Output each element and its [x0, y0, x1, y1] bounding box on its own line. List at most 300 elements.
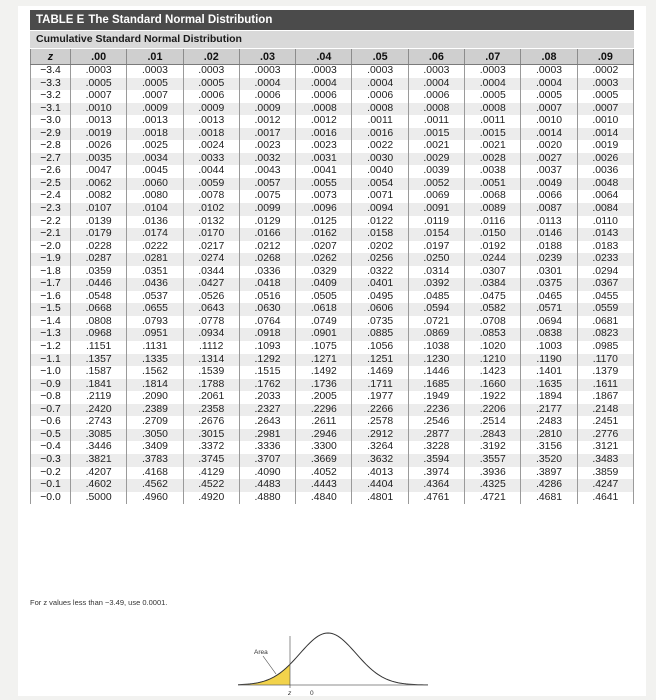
probability-cell: .0019: [71, 128, 127, 141]
probability-cell: .0026: [71, 140, 127, 153]
probability-cell: .3446: [71, 441, 127, 454]
probability-cell: .0011: [352, 115, 408, 128]
probability-cell: .3897: [521, 467, 577, 480]
probability-cell: .0035: [71, 153, 127, 166]
probability-cell: .0096: [296, 203, 352, 216]
probability-cell: .1038: [408, 341, 464, 354]
probability-cell: .0681: [577, 316, 633, 329]
probability-cell: .1003: [521, 341, 577, 354]
probability-cell: .0043: [239, 165, 295, 178]
probability-cell: .1251: [352, 354, 408, 367]
probability-cell: .0004: [408, 78, 464, 91]
probability-cell: .0014: [521, 128, 577, 141]
probability-cell: .2483: [521, 416, 577, 429]
probability-cell: .1762: [239, 379, 295, 392]
probability-cell: .0051: [465, 178, 521, 191]
probability-cell: .0004: [352, 78, 408, 91]
probability-cell: .0045: [127, 165, 183, 178]
probability-cell: .2776: [577, 429, 633, 442]
probability-cell: .0015: [408, 128, 464, 141]
probability-cell: .0202: [352, 241, 408, 254]
table-sheet: [18, 6, 646, 696]
probability-cell: .0003: [296, 65, 352, 78]
probability-cell: .0006: [183, 90, 239, 103]
probability-cell: .0170: [183, 228, 239, 241]
probability-cell: .0003: [352, 65, 408, 78]
probability-cell: .0694: [521, 316, 577, 329]
probability-cell: .2981: [239, 429, 295, 442]
probability-cell: .0059: [183, 178, 239, 191]
probability-cell: .0020: [521, 140, 577, 153]
probability-cell: .0367: [577, 278, 633, 291]
probability-cell: .0934: [183, 328, 239, 341]
probability-cell: .0029: [408, 153, 464, 166]
probability-cell: .3594: [408, 454, 464, 467]
probability-cell: .1685: [408, 379, 464, 392]
probability-cell: .4325: [465, 479, 521, 492]
normal-curve-figure: [18, 6, 646, 696]
probability-cell: .0016: [296, 128, 352, 141]
probability-cell: .2358: [183, 404, 239, 417]
probability-cell: .0006: [296, 90, 352, 103]
probability-cell: .0418: [239, 278, 295, 291]
probability-cell: .0047: [71, 165, 127, 178]
probability-cell: .0082: [71, 190, 127, 203]
probability-cell: .0139: [71, 216, 127, 229]
probability-cell: .0721: [408, 316, 464, 329]
probability-cell: .1788: [183, 379, 239, 392]
probability-cell: .0869: [408, 328, 464, 341]
probability-cell: .4681: [521, 492, 577, 505]
probability-cell: .0005: [577, 90, 633, 103]
probability-cell: .0010: [521, 115, 577, 128]
probability-cell: .0011: [408, 115, 464, 128]
probability-cell: .2643: [239, 416, 295, 429]
probability-cell: .1423: [465, 366, 521, 379]
probability-cell: .1020: [465, 341, 521, 354]
probability-cell: .0985: [577, 341, 633, 354]
probability-cell: .0188: [521, 241, 577, 254]
probability-cell: .1736: [296, 379, 352, 392]
probability-cell: .0003: [239, 65, 295, 78]
probability-cell: .0262: [296, 253, 352, 266]
z-value-cell: −2.1: [31, 228, 71, 241]
probability-cell: .1469: [352, 366, 408, 379]
probability-cell: .0039: [408, 165, 464, 178]
probability-cell: .0455: [577, 291, 633, 304]
probability-cell: .1977: [352, 391, 408, 404]
z-value-cell: −2.0: [31, 241, 71, 254]
probability-cell: .0005: [521, 90, 577, 103]
probability-cell: .0031: [296, 153, 352, 166]
probability-cell: .0104: [127, 203, 183, 216]
probability-cell: .0013: [183, 115, 239, 128]
probability-cell: .1635: [521, 379, 577, 392]
probability-cell: .0080: [127, 190, 183, 203]
probability-cell: .0582: [465, 303, 521, 316]
probability-cell: .0594: [408, 303, 464, 316]
probability-cell: .4641: [577, 492, 633, 505]
probability-cell: .3557: [465, 454, 521, 467]
probability-cell: .0322: [352, 266, 408, 279]
probability-cell: .2514: [465, 416, 521, 429]
probability-cell: .2676: [183, 416, 239, 429]
probability-cell: .1401: [521, 366, 577, 379]
probability-cell: .4286: [521, 479, 577, 492]
probability-cell: .4840: [296, 492, 352, 505]
probability-cell: .1357: [71, 354, 127, 367]
probability-cell: .1492: [296, 366, 352, 379]
probability-cell: .5000: [71, 492, 127, 505]
area-label: Area: [254, 649, 268, 656]
probability-cell: .0044: [183, 165, 239, 178]
z-value-cell: −0.2: [31, 467, 71, 480]
probability-cell: .0009: [183, 103, 239, 116]
probability-cell: .0013: [71, 115, 127, 128]
probability-cell: .0091: [408, 203, 464, 216]
column-header: .00: [71, 49, 127, 65]
probability-cell: .3483: [577, 454, 633, 467]
probability-cell: .0505: [296, 291, 352, 304]
probability-cell: .0793: [127, 316, 183, 329]
probability-cell: .0008: [408, 103, 464, 116]
probability-cell: .0040: [352, 165, 408, 178]
probability-cell: .0004: [296, 78, 352, 91]
probability-cell: .3156: [521, 441, 577, 454]
probability-cell: .0006: [408, 90, 464, 103]
probability-cell: .0749: [296, 316, 352, 329]
probability-cell: .0021: [408, 140, 464, 153]
probability-cell: .1210: [465, 354, 521, 367]
probability-cell: .0708: [465, 316, 521, 329]
probability-cell: .3264: [352, 441, 408, 454]
probability-cell: .3336: [239, 441, 295, 454]
column-header: .05: [352, 49, 408, 65]
probability-cell: .0630: [239, 303, 295, 316]
probability-cell: .3859: [577, 467, 633, 480]
probability-cell: .1562: [127, 366, 183, 379]
z-value-cell: −0.6: [31, 416, 71, 429]
probability-cell: .0446: [71, 278, 127, 291]
probability-cell: .0048: [577, 178, 633, 191]
probability-cell: .3669: [296, 454, 352, 467]
probability-cell: .0003: [465, 65, 521, 78]
probability-cell: .1190: [521, 354, 577, 367]
z-value-cell: −3.4: [31, 65, 71, 78]
probability-cell: .0179: [71, 228, 127, 241]
z-value-cell: −1.4: [31, 316, 71, 329]
probability-cell: .2266: [352, 404, 408, 417]
probability-cell: .0129: [239, 216, 295, 229]
probability-cell: .4761: [408, 492, 464, 505]
probability-cell: .0075: [239, 190, 295, 203]
z-value-cell: −0.9: [31, 379, 71, 392]
probability-cell: .0968: [71, 328, 127, 341]
probability-cell: .0028: [465, 153, 521, 166]
z-value-cell: −2.9: [31, 128, 71, 141]
probability-cell: .0901: [296, 328, 352, 341]
probability-cell: .2033: [239, 391, 295, 404]
probability-cell: .1131: [127, 341, 183, 354]
probability-cell: .3372: [183, 441, 239, 454]
probability-cell: .0023: [239, 140, 295, 153]
probability-cell: .0036: [577, 165, 633, 178]
probability-cell: .2743: [71, 416, 127, 429]
probability-cell: .0110: [577, 216, 633, 229]
probability-cell: .1587: [71, 366, 127, 379]
probability-cell: .0004: [465, 78, 521, 91]
probability-cell: .0256: [352, 253, 408, 266]
probability-cell: .0344: [183, 266, 239, 279]
probability-cell: .1093: [239, 341, 295, 354]
probability-cell: .0885: [352, 328, 408, 341]
z-column-header: z: [31, 49, 71, 65]
probability-cell: .0136: [127, 216, 183, 229]
probability-cell: .0014: [577, 128, 633, 141]
probability-cell: .0116: [465, 216, 521, 229]
probability-cell: .0314: [408, 266, 464, 279]
z-value-cell: −0.4: [31, 441, 71, 454]
column-header: .04: [296, 49, 352, 65]
probability-cell: .2206: [465, 404, 521, 417]
probability-cell: .0015: [465, 128, 521, 141]
probability-cell: .1515: [239, 366, 295, 379]
probability-cell: .1841: [71, 379, 127, 392]
probability-cell: .0073: [296, 190, 352, 203]
probability-cell: .1446: [408, 366, 464, 379]
probability-cell: .0571: [521, 303, 577, 316]
probability-cell: .0027: [521, 153, 577, 166]
probability-cell: .0089: [465, 203, 521, 216]
z-value-cell: −0.7: [31, 404, 71, 417]
footnote: For z values less than −3.49, use 0.0001.: [30, 598, 168, 607]
probability-cell: .0023: [296, 140, 352, 153]
z-value-cell: −1.2: [31, 341, 71, 354]
probability-cell: .0197: [408, 241, 464, 254]
probability-cell: .0060: [127, 178, 183, 191]
probability-cell: .0034: [127, 153, 183, 166]
probability-cell: .0618: [296, 303, 352, 316]
probability-cell: .0038: [465, 165, 521, 178]
column-header: .03: [239, 49, 295, 65]
z-value-cell: −0.5: [31, 429, 71, 442]
probability-cell: .1151: [71, 341, 127, 354]
probability-cell: .1814: [127, 379, 183, 392]
probability-cell: .3192: [465, 441, 521, 454]
zero-axis-label: 0: [310, 690, 314, 697]
probability-cell: .0495: [352, 291, 408, 304]
probability-cell: .1922: [465, 391, 521, 404]
probability-cell: .0009: [127, 103, 183, 116]
probability-cell: .0030: [352, 153, 408, 166]
probability-cell: .0062: [71, 178, 127, 191]
probability-cell: .0174: [127, 228, 183, 241]
probability-cell: .0055: [296, 178, 352, 191]
probability-cell: .0427: [183, 278, 239, 291]
probability-cell: .2177: [521, 404, 577, 417]
probability-cell: .0643: [183, 303, 239, 316]
probability-cell: .4013: [352, 467, 408, 480]
z-value-cell: −2.6: [31, 165, 71, 178]
probability-cell: .0217: [183, 241, 239, 254]
probability-cell: .0010: [577, 115, 633, 128]
probability-cell: .3085: [71, 429, 127, 442]
probability-cell: .0823: [577, 328, 633, 341]
probability-cell: .0143: [577, 228, 633, 241]
probability-cell: .0122: [352, 216, 408, 229]
area-pointer: [263, 656, 276, 674]
probability-cell: .0025: [127, 140, 183, 153]
probability-cell: .0033: [183, 153, 239, 166]
probability-cell: .0375: [521, 278, 577, 291]
column-header: .08: [521, 49, 577, 65]
probability-cell: .0516: [239, 291, 295, 304]
probability-cell: .0351: [127, 266, 183, 279]
probability-cell: .2546: [408, 416, 464, 429]
z-value-cell: −2.7: [31, 153, 71, 166]
probability-cell: .0119: [408, 216, 464, 229]
probability-cell: .4404: [352, 479, 408, 492]
probability-cell: .3300: [296, 441, 352, 454]
probability-cell: .0329: [296, 266, 352, 279]
probability-cell: .0244: [465, 253, 521, 266]
probability-cell: .0011: [465, 115, 521, 128]
probability-cell: .0307: [465, 266, 521, 279]
probability-cell: .0012: [239, 115, 295, 128]
probability-cell: .3015: [183, 429, 239, 442]
probability-cell: .1611: [577, 379, 633, 392]
z-axis-label: z: [288, 690, 292, 697]
normal-curve: [238, 633, 428, 685]
probability-cell: .2119: [71, 391, 127, 404]
table-label: TABLE E: [36, 14, 85, 26]
probability-cell: .4207: [71, 467, 127, 480]
column-header: .02: [183, 49, 239, 65]
probability-cell: .4562: [127, 479, 183, 492]
probability-cell: .4920: [183, 492, 239, 505]
probability-cell: .4483: [239, 479, 295, 492]
z-value-cell: −0.0: [31, 492, 71, 505]
probability-cell: .1894: [521, 391, 577, 404]
probability-cell: .0212: [239, 241, 295, 254]
probability-cell: .0853: [465, 328, 521, 341]
z-value-cell: −0.1: [31, 479, 71, 492]
probability-cell: .0006: [239, 90, 295, 103]
probability-cell: .1292: [239, 354, 295, 367]
probability-cell: .0559: [577, 303, 633, 316]
probability-cell: .3821: [71, 454, 127, 467]
probability-cell: .2578: [352, 416, 408, 429]
probability-cell: .4522: [183, 479, 239, 492]
probability-cell: .0026: [577, 153, 633, 166]
probability-cell: .0024: [183, 140, 239, 153]
probability-cell: .2236: [408, 404, 464, 417]
z-value-cell: −1.5: [31, 303, 71, 316]
probability-cell: .0019: [577, 140, 633, 153]
probability-cell: .0268: [239, 253, 295, 266]
probability-cell: .0401: [352, 278, 408, 291]
probability-cell: .0068: [465, 190, 521, 203]
probability-cell: .0192: [465, 241, 521, 254]
probability-cell: .0183: [577, 241, 633, 254]
probability-cell: .0808: [71, 316, 127, 329]
probability-cell: .4168: [127, 467, 183, 480]
probability-cell: .0125: [296, 216, 352, 229]
probability-cell: .2420: [71, 404, 127, 417]
z-value-cell: −0.8: [31, 391, 71, 404]
probability-cell: .0010: [71, 103, 127, 116]
probability-cell: .0054: [352, 178, 408, 191]
column-header: .07: [465, 49, 521, 65]
z-value-cell: −3.3: [31, 78, 71, 91]
probability-cell: .0548: [71, 291, 127, 304]
probability-cell: .3707: [239, 454, 295, 467]
probability-cell: .0735: [352, 316, 408, 329]
probability-cell: .4960: [127, 492, 183, 505]
probability-cell: .0005: [127, 78, 183, 91]
z-value-cell: −3.1: [31, 103, 71, 116]
probability-cell: .1379: [577, 366, 633, 379]
probability-cell: .1170: [577, 354, 633, 367]
z-value-cell: −3.0: [31, 115, 71, 128]
probability-cell: .0475: [465, 291, 521, 304]
z-value-cell: −1.8: [31, 266, 71, 279]
probability-cell: .0018: [183, 128, 239, 141]
probability-cell: .0087: [521, 203, 577, 216]
probability-cell: .0078: [183, 190, 239, 203]
probability-cell: .0032: [239, 153, 295, 166]
probability-cell: .0485: [408, 291, 464, 304]
probability-cell: .0002: [577, 65, 633, 78]
probability-cell: .0008: [352, 103, 408, 116]
probability-cell: .0037: [521, 165, 577, 178]
probability-cell: .0154: [408, 228, 464, 241]
probability-cell: .0274: [183, 253, 239, 266]
probability-cell: .0301: [521, 266, 577, 279]
probability-cell: .0526: [183, 291, 239, 304]
probability-cell: .0049: [521, 178, 577, 191]
probability-cell: .0409: [296, 278, 352, 291]
z-value-cell: −2.8: [31, 140, 71, 153]
probability-cell: .0066: [521, 190, 577, 203]
probability-cell: .0099: [239, 203, 295, 216]
probability-cell: .0057: [239, 178, 295, 191]
z-value-cell: −1.6: [31, 291, 71, 304]
z-value-cell: −1.1: [31, 354, 71, 367]
probability-cell: .3121: [577, 441, 633, 454]
z-value-cell: −2.2: [31, 216, 71, 229]
probability-cell: .4880: [239, 492, 295, 505]
probability-cell: .0150: [465, 228, 521, 241]
probability-cell: .0668: [71, 303, 127, 316]
probability-cell: .0005: [71, 78, 127, 91]
shaded-area: [238, 664, 290, 685]
z-value-cell: −1.3: [31, 328, 71, 341]
probability-cell: .1314: [183, 354, 239, 367]
probability-cell: .1867: [577, 391, 633, 404]
z-value-cell: −2.3: [31, 203, 71, 216]
probability-cell: .0012: [296, 115, 352, 128]
probability-cell: .3783: [127, 454, 183, 467]
probability-cell: .4721: [465, 492, 521, 505]
probability-cell: .3228: [408, 441, 464, 454]
probability-cell: .3936: [465, 467, 521, 480]
probability-cell: .1539: [183, 366, 239, 379]
probability-cell: .0005: [465, 90, 521, 103]
probability-cell: .0162: [296, 228, 352, 241]
probability-cell: .0537: [127, 291, 183, 304]
probability-cell: .1056: [352, 341, 408, 354]
